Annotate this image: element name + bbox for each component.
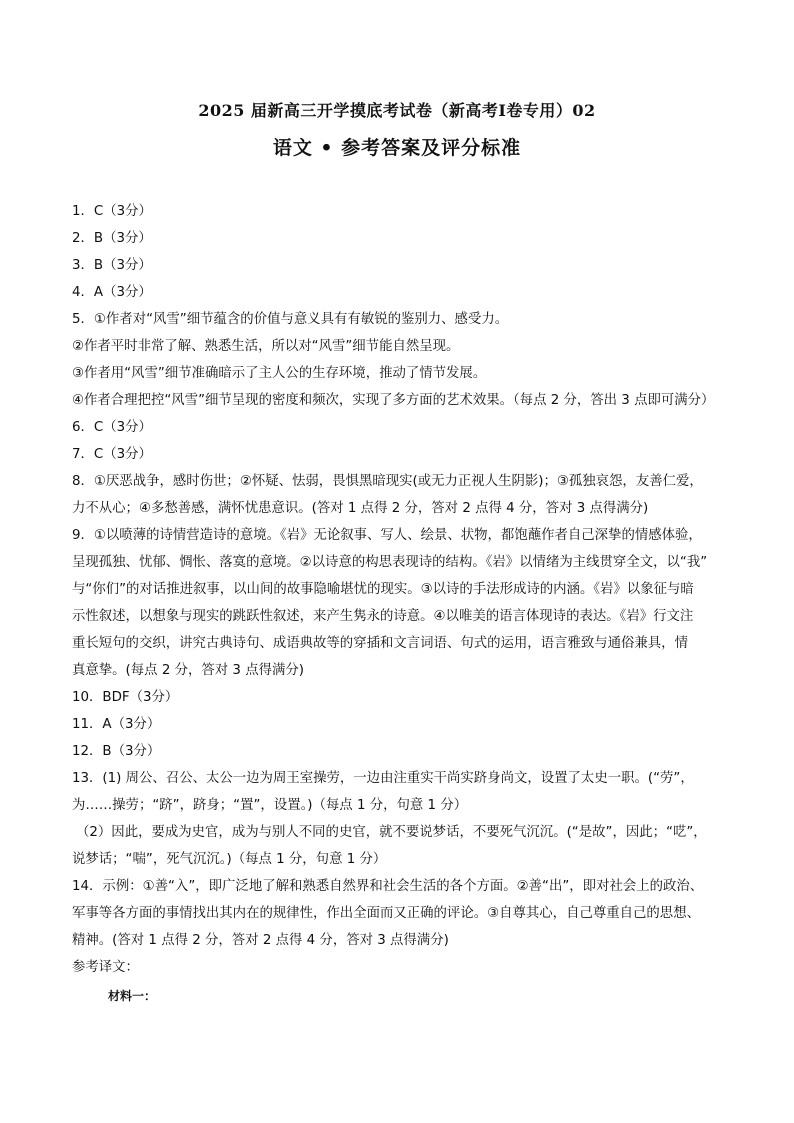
answer-line-2: 2．B（3分） (72, 231, 152, 246)
answer-line-11: 11．A（3分） (72, 717, 161, 732)
answer-line-9b: 呈现孤独、忧郁、惆怅、落寞的意境。②以诗意的构思表现诗的结构。《岩》以情绪为主线贯穿全文，以“我” (72, 555, 708, 570)
answer-line-13c: （2）因此，要成为史官，成为与别人不同的史官，就不要说梦话，不要死气沉沉。(“是故”，因此；“呓”， (76, 825, 707, 840)
answer-line-9: 9．①以喷薄的诗情营造诗的意境。《岩》无论叙事、写人、绘景、状物，都饱蘸作者自己深挚的情感体验， (72, 528, 702, 543)
answer-line-5d: ④作者合理把控“风雪”细节呈现的密度和频次，实现了多方面的艺术效果。（每点 2 分，答出 3 点即可满分） (72, 393, 715, 408)
page-title: 2025 届新高三开学摸底考试卷（新高考Ⅰ卷专用）02 (198, 101, 596, 120)
answer-line-14: 14．示例：①善“入”，即广泛地了解和熟悉自然界和社会生活的各个方面。②善“出”，即对社会上的政治、 (72, 879, 704, 894)
answer-line-13: 13．(1) 周公、召公、太公一边为周王室操劳，一边由注重实干尚实跻身尚文，设置了太史一职。(“劳”， (72, 771, 694, 786)
answer-line-4: 4．A（3分） (72, 285, 152, 300)
answer-line-1: 1．C（3分） (72, 204, 152, 219)
answer-line-13d: 说梦话；“喘”，死气沉沉。)（每点 1 分，句意 1 分） (72, 852, 387, 867)
material-one-label: 材料一： (108, 989, 157, 1003)
answer-line-8: 8．①厌恶战争，感时伤世；②怀疑、怯弱，畏惧黑暗现实(或无力正视人生阴影)；③孤独哀怨，友善仁爱， (72, 474, 703, 489)
page-subtitle: 语文 • 参考答案及评分标准 (272, 137, 522, 159)
reference-translation-heading: 参考译文： (72, 960, 139, 975)
answer-line-13b: 为……操劳；“跻”，跻身；“置”，设置。)（每点 1 分，句意 1 分） (72, 798, 468, 813)
answer-line-8b: 力不从心；④多愁善感，满怀忧患意识。(答对 1 点得 2 分，答对 2 点得 4 分，答对 3 点得满分) (72, 501, 649, 516)
answer-line-5c: ③作者用“风雪”细节准确暗示了主人公的生存环境，推动了情节发展。 (72, 366, 487, 381)
answer-line-9e: 重长短句的交织，讲究古典诗句、成语典故等的穿插和文言词语、句式的运用，语言雅致与通俗兼具，情 (72, 636, 688, 651)
answer-line-14b: 军事等各方面的事情找出其内在的规律性，作出全面而又正确的评论。③自尊其心，自己尊重自己的思想、 (72, 906, 700, 921)
answer-list (72, 198, 736, 981)
answer-line-5: 5．①作者对“风雪”细节蕴含的价值与意义具有有敏锐的鉴别力、感受力。 (72, 312, 509, 327)
answer-line-10: 10．BDF（3分） (72, 690, 179, 705)
answer-line-14c: 精神。(答对 1 点得 2 分，答对 2 点得 4 分，答对 3 点得满分) (72, 933, 449, 948)
answer-line-12: 12．B（3分） (72, 744, 161, 759)
answer-line-9d: 示性叙述，以想象与现实的跳跃性叙述，来产生隽永的诗意。④以唯美的语言体现诗的表达。《岩》行文注 (72, 609, 694, 624)
answer-line-7: 7．C（3分） (72, 447, 152, 462)
answer-line-3: 3．B（3分） (72, 258, 152, 273)
answer-line-9c: 与“你们”的对话推进叙事，以山间的故事隐喻堪忧的现实。③以诗的手法形成诗的内涵。《岩》以象征与暗 (72, 582, 694, 597)
answer-line-6: 6．C（3分） (72, 420, 152, 435)
answer-line-5b: ②作者平时非常了解、熟悉生活，所以对“风雪”细节能自然呈现。 (72, 339, 460, 354)
answer-line-9f: 真意挚。(每点 2 分，答对 3 点得满分) (72, 663, 304, 678)
